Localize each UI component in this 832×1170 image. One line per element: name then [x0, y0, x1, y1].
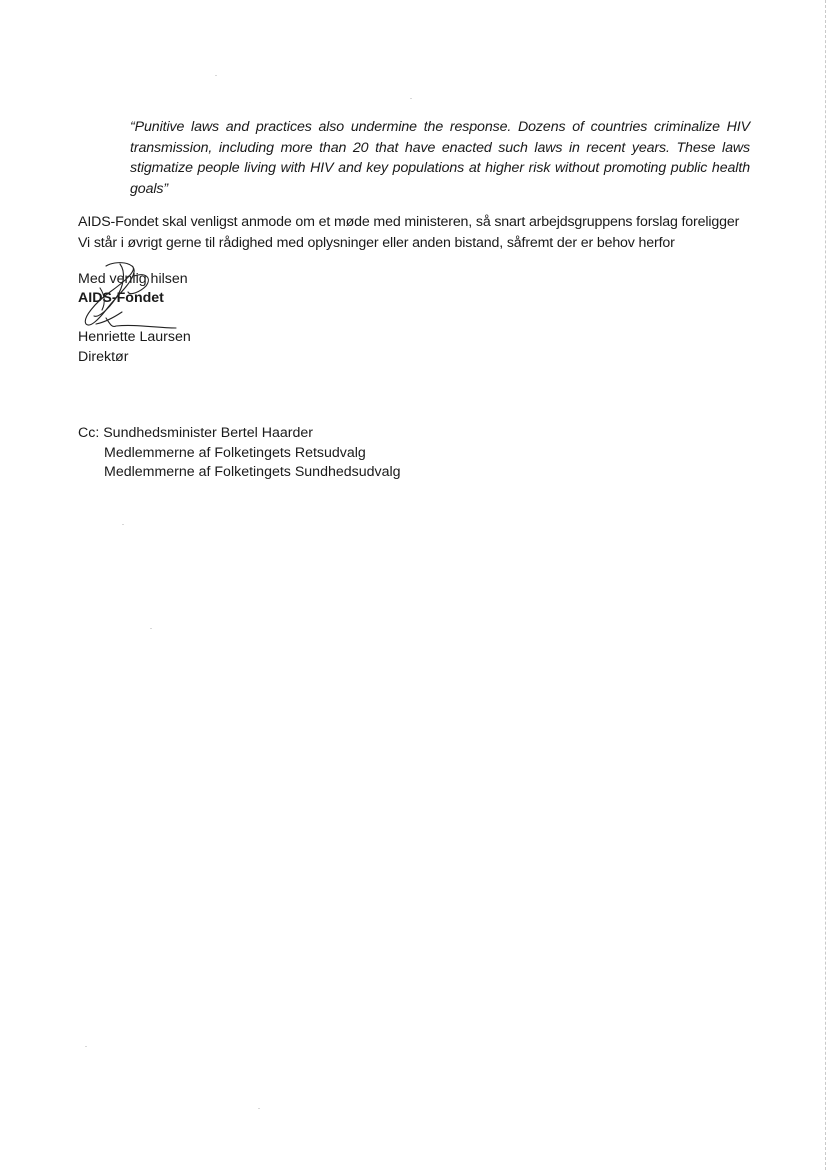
quote-line: transmission, including more than 20 that have enacted such laws in recent years. These laws — [130, 139, 750, 156]
cc-recipient: Medlemmerne af Folketingets Retsudvalg — [104, 444, 366, 461]
scan-speck — [150, 628, 152, 629]
quote-line: “Punitive laws and practices also undermine the response. Dozens of countries criminalize HIV — [130, 119, 750, 135]
cc-line: Cc: Sundhedsminister Bertel Haarder — [78, 425, 313, 441]
greeting: Med venlig hilsen — [78, 271, 188, 287]
signer-block — [78, 328, 191, 367]
scan-speck — [410, 98, 412, 99]
scan-speck — [122, 524, 124, 525]
signer-title: Direktør — [78, 348, 129, 365]
quote-line: stigmatize people living with HIV and key populations at higher risk without promoting public health — [130, 160, 750, 176]
body-line: AIDS-Fondet skal venligst anmode om et møde med ministeren, så snart arbejdsgruppens forslag foreligger — [78, 214, 740, 230]
scan-edge — [824, 0, 826, 1170]
cc-block — [78, 424, 401, 483]
handwritten-signature — [76, 258, 186, 334]
scan-speck — [215, 75, 217, 76]
cc-recipient: Medlemmerne af Folketingets Sundhedsudvalg — [104, 464, 401, 480]
quote-line: goals” — [130, 180, 169, 197]
scan-speck — [85, 1046, 87, 1047]
quoted-passage — [130, 117, 750, 199]
signer-name: Henriette Laursen — [78, 329, 191, 345]
body-line: Vi står i øvrigt gerne til rådighed med oplysninger eller anden bistand, såfremt der er behov herfor — [78, 234, 675, 251]
organization-name: AIDS-Fondet — [78, 290, 164, 306]
scan-speck — [258, 1108, 260, 1109]
body-paragraph — [78, 212, 739, 253]
